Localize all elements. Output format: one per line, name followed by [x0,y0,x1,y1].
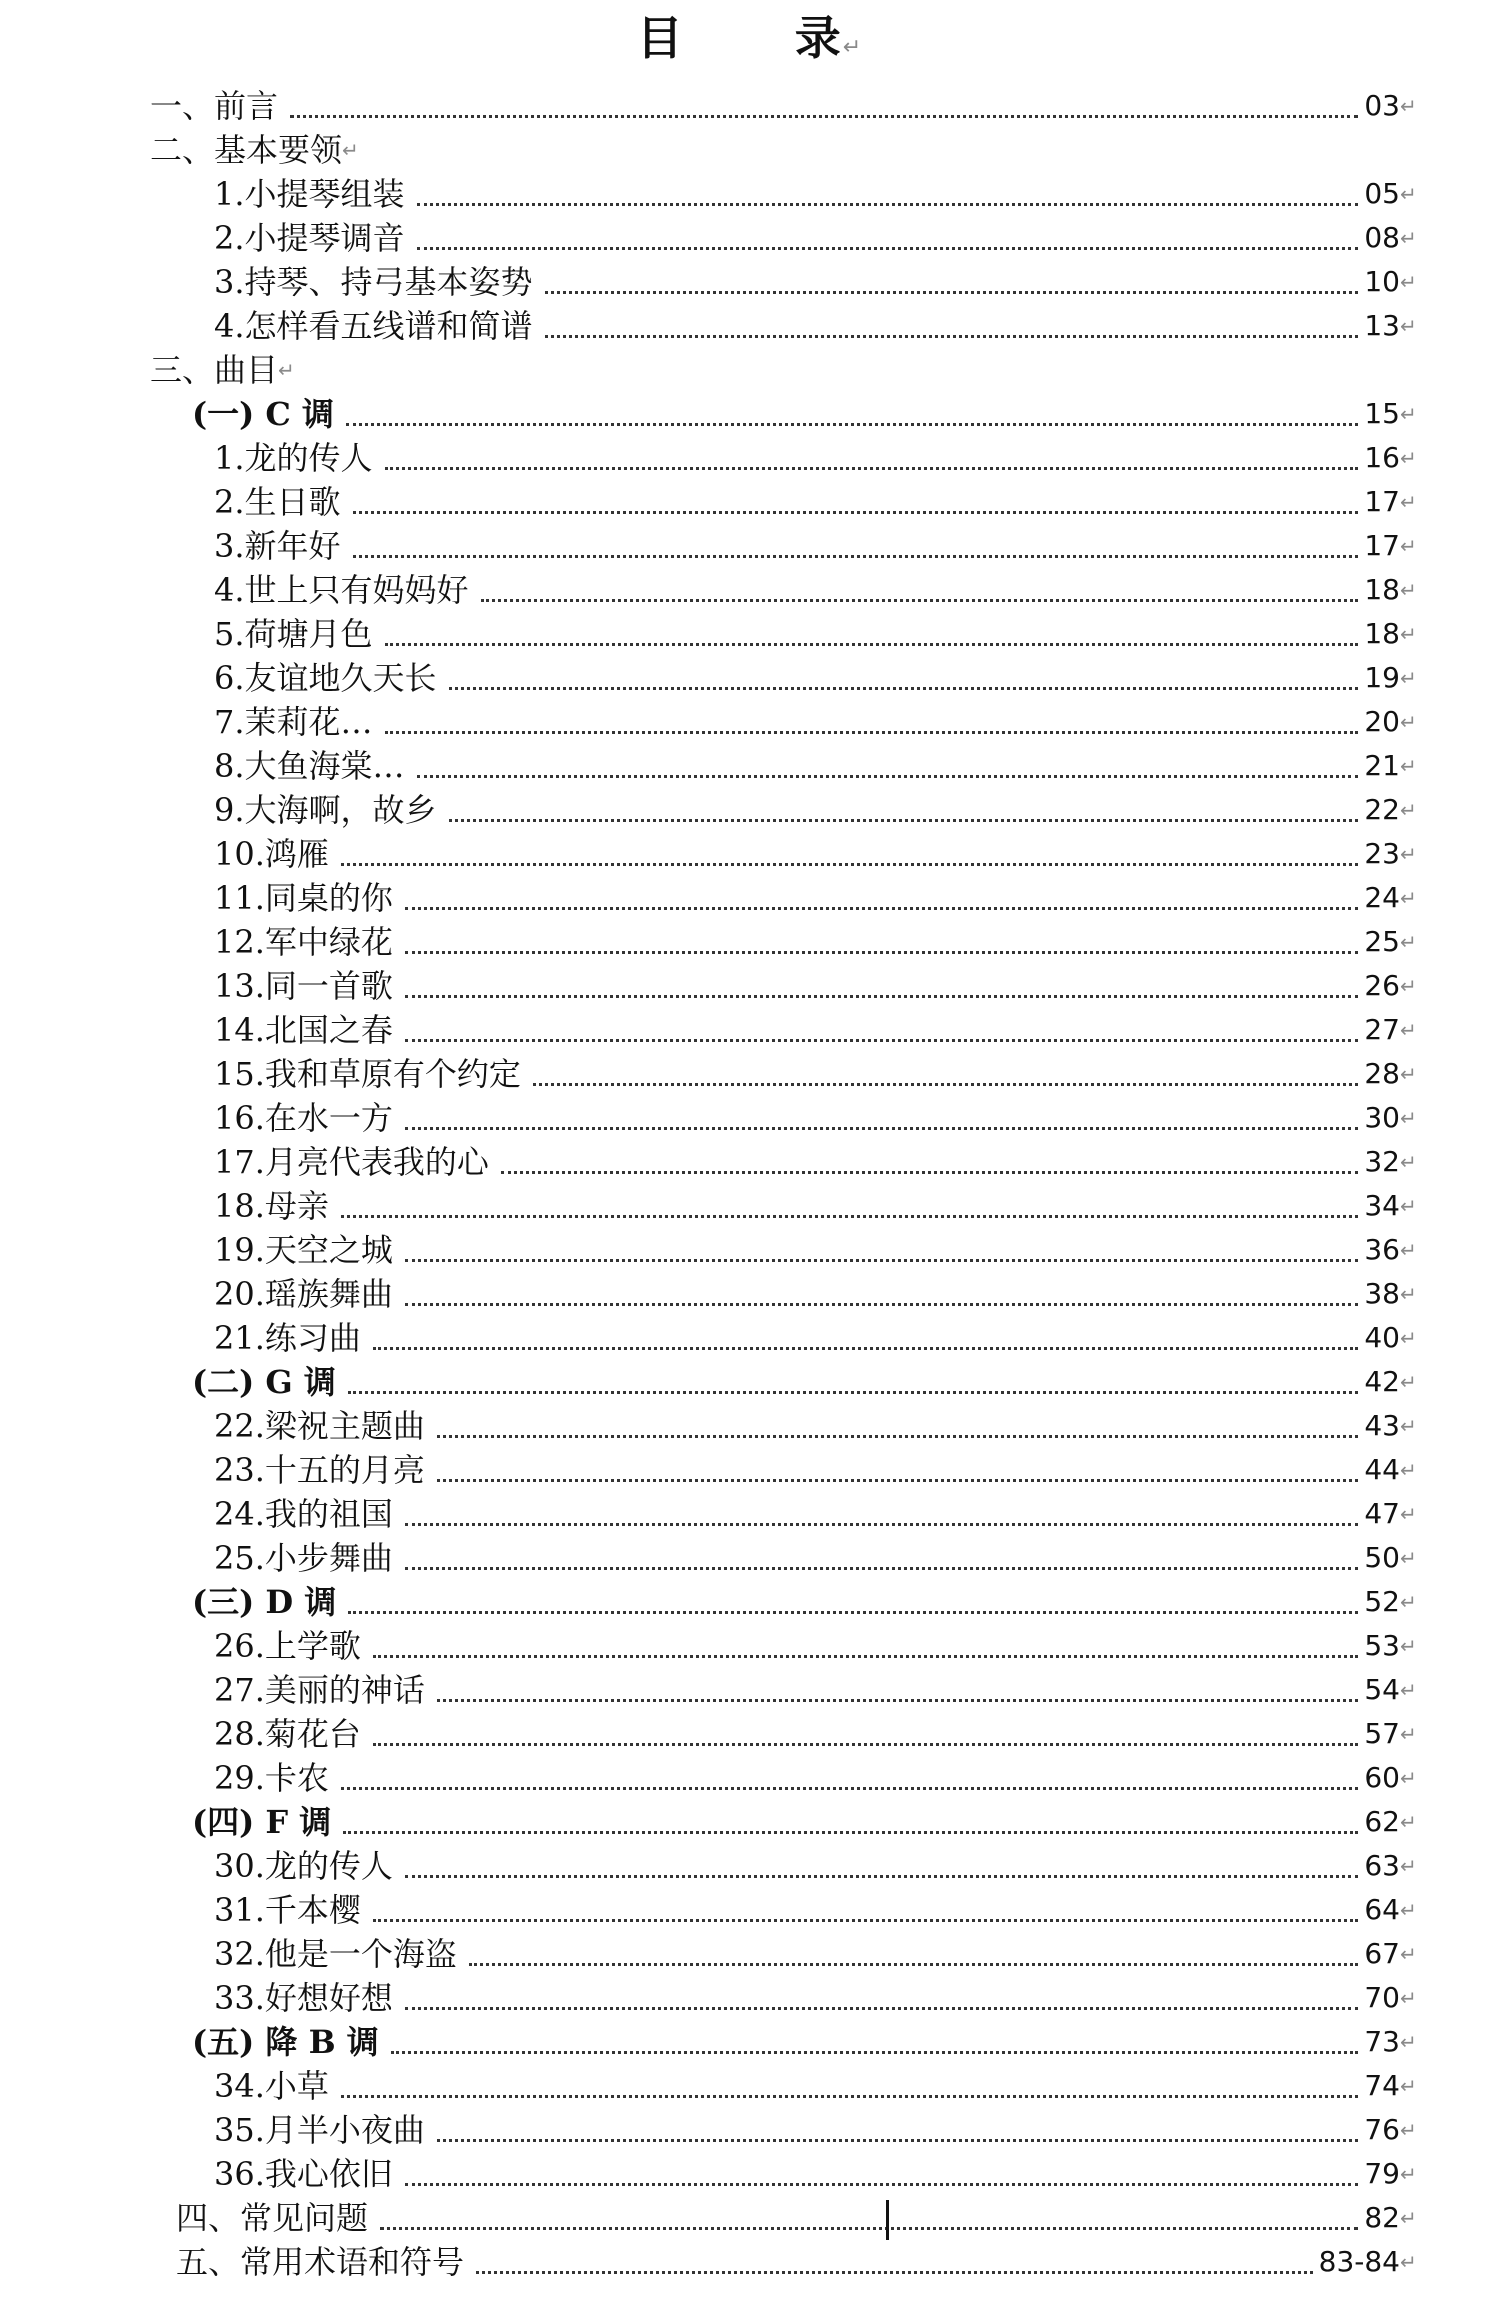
dot-leader [353,511,1359,514]
toc-entry-page: 18 [1364,617,1400,650]
toc-entry[interactable] [214,1272,1420,1316]
toc-entry-page: 30 [1364,1101,1400,1134]
toc-entry-label: 19.天空之城 [214,1231,393,1269]
toc-entry[interactable] [214,920,1420,964]
toc-entry-page: 22 [1364,793,1400,826]
toc-entry[interactable] [214,656,1420,700]
toc-entry-page: 40 [1364,1321,1400,1354]
return-mark: ↵ [1400,1634,1417,1658]
dot-leader [469,1963,1358,1966]
toc-entry-page: 74 [1364,2069,1400,2102]
return-mark: ↵ [1400,798,1417,822]
dot-leader [449,819,1359,822]
toc-entry[interactable] [214,964,1420,1008]
toc-entry-label: (一) C 调 [192,395,335,433]
toc-entry-label: 5.荷塘月色 [214,615,373,653]
toc-entry-page: 27 [1364,1013,1400,1046]
dot-leader [380,2227,1358,2230]
toc-entry-label: 2.小提琴调音 [214,219,405,257]
toc-entry[interactable] [214,172,1420,216]
toc-entry-glossary[interactable] [176,2240,1420,2284]
dot-leader [437,1479,1358,1482]
dot-leader [405,907,1358,910]
dot-leader [437,2139,1358,2142]
toc-entry-page: 73 [1364,2025,1400,2058]
toc-entry-label: 34.小草 [214,2067,329,2105]
return-mark: ↵ [1400,446,1417,470]
toc-entry-page: 32 [1364,1145,1400,1178]
dot-leader [385,643,1359,646]
return-mark: ↵ [1400,1062,1417,1086]
toc-entry-label: 18.母亲 [214,1187,329,1225]
toc-entry[interactable] [214,1844,1420,1888]
toc-entry-label: 6.友谊地久天长 [214,659,437,697]
dot-leader [385,467,1359,470]
return-mark: ↵ [1400,1414,1417,1438]
toc-entry-label: 二、基本要领 [150,131,343,169]
toc-entry-page: 03 [1364,89,1400,122]
return-mark: ↵ [1400,2118,1417,2142]
dot-leader [341,2095,1358,2098]
toc-entry-label: 25.小步舞曲 [214,1539,393,1577]
toc-entry[interactable] [214,1096,1420,1140]
toc-entry[interactable] [214,1976,1420,2020]
toc-entry-label: 12.军中绿花 [214,923,393,961]
toc-entry-label: 29.卡农 [214,1759,329,1797]
return-mark: ↵ [342,138,359,162]
dot-leader [405,1039,1358,1042]
return-mark: ↵ [1400,1898,1417,1922]
toc-title-left: 目 [636,11,685,65]
toc-entry[interactable] [214,788,1420,832]
toc-key-b-flat[interactable] [192,2020,1420,2064]
toc-entry[interactable] [214,1492,1420,1536]
toc-entry[interactable] [214,260,1420,304]
return-mark: ↵ [1400,710,1417,734]
toc-entry-page: 19 [1364,661,1400,694]
dot-leader [373,1919,1358,1922]
toc-entry[interactable] [214,524,1420,568]
toc-entry[interactable] [214,216,1420,260]
return-mark: ↵ [1400,182,1417,206]
toc-entry-label: (五) 降 B 调 [192,2023,379,2061]
toc-entry[interactable] [214,1536,1420,1580]
toc-entry-label: 15.我和草原有个约定 [214,1055,521,1093]
toc-entry-page: 43 [1364,1409,1400,1442]
dot-leader [501,1171,1358,1174]
toc-entry[interactable] [214,1316,1420,1360]
dot-leader [476,2271,1313,2274]
return-mark: ↵ [1400,2074,1417,2098]
toc-entry-label: 35.月半小夜曲 [214,2111,425,2149]
toc-entry-page: 57 [1364,1717,1400,1750]
toc-entry-page: 52 [1364,1585,1400,1618]
toc-entry-label: 24.我的祖国 [214,1495,393,1533]
toc-entry[interactable] [214,1140,1420,1184]
toc-entry-page: 36 [1364,1233,1400,1266]
return-mark: ↵ [1400,1326,1417,1350]
toc-section-basics[interactable] [150,128,1420,172]
toc-entry-label: 8.大鱼海棠… [214,747,405,785]
return-mark: ↵ [1400,226,1417,250]
dot-leader [373,1655,1358,1658]
dot-leader [533,1083,1358,1086]
dot-leader [346,423,1358,426]
toc-entry[interactable] [214,1888,1420,1932]
toc-entry-page: 82 [1364,2201,1400,2234]
return-mark: ↵ [1400,2206,1417,2230]
toc-entry-page: 47 [1364,1497,1400,1530]
toc-entry-page: 67 [1364,1937,1400,1970]
toc-entry-page: 15 [1364,397,1400,430]
toc-entry-label: 17.月亮代表我的心 [214,1143,489,1181]
return-mark: ↵ [1400,1018,1417,1042]
toc-entry-label: 14.北国之春 [214,1011,393,1049]
return-mark: ↵ [1400,1546,1417,1570]
return-mark: ↵ [1400,1458,1417,1482]
return-mark: ↵ [1400,1150,1417,1174]
toc-entry-label: 31.千本樱 [214,1891,361,1929]
return-mark: ↵ [1400,1942,1417,1966]
toc-entry-label: 33.好想好想 [214,1979,393,2017]
dot-leader [391,2051,1359,2054]
toc-entry[interactable] [214,1756,1420,1800]
toc-entry[interactable] [214,1052,1420,1096]
toc-entry-label: 一、前言 [150,87,279,125]
toc-entry-label: 四、常见问题 [176,2199,369,2237]
return-mark: ↵ [1400,94,1417,118]
toc-entry-label: 9.大海啊，故乡 [214,791,437,829]
toc-entry-page: 08 [1364,221,1400,254]
toc-entry-label: 2.生日歌 [214,483,341,521]
dot-leader [405,1567,1358,1570]
return-mark: ↵ [1400,754,1417,778]
toc-entry-page: 63 [1364,1849,1400,1882]
toc-entry-label: 1.小提琴组装 [214,175,405,213]
dot-leader [348,1611,1358,1614]
toc-entry-page: 24 [1364,881,1400,914]
toc-title-right: 录 [794,11,843,65]
dot-leader [373,1743,1358,1746]
toc-entry-label: (二) G 调 [192,1363,336,1401]
toc-entry-page: 70 [1364,1981,1400,2014]
return-mark: ↵ [1400,2162,1417,2186]
toc-key-c[interactable] [192,392,1420,436]
toc-entry-label: 1.龙的传人 [214,439,373,477]
toc-entry-page: 05 [1364,177,1400,210]
toc-entry[interactable] [214,744,1420,788]
toc-entry-label: 27.美丽的神话 [214,1671,425,1709]
toc-entry-page: 18 [1364,573,1400,606]
return-mark: ↵ [1400,1590,1417,1614]
toc-entry-label: 11.同桌的你 [214,879,393,917]
dot-leader [290,115,1358,118]
dot-leader [341,1215,1358,1218]
toc-entry[interactable] [214,612,1420,656]
toc-entry-label: 32.他是一个海盗 [214,1935,457,1973]
dot-leader [405,995,1358,998]
toc-entry-label: 22.梁祝主题曲 [214,1407,425,1445]
toc-entry[interactable] [214,1668,1420,1712]
toc-entry-page: 50 [1364,1541,1400,1574]
return-mark: ↵ [1400,1502,1417,1526]
toc-entry-label: 4.世上只有妈妈好 [214,571,469,609]
toc-entry-page: 16 [1364,441,1400,474]
dot-leader [405,1523,1358,1526]
toc-entry-page: 26 [1364,969,1400,1002]
toc-entry-page: 17 [1364,485,1400,518]
toc-entry[interactable] [214,1624,1420,1668]
toc-entry-page: 54 [1364,1673,1400,1706]
toc-entry[interactable] [214,1184,1420,1228]
toc-entry[interactable] [214,480,1420,524]
dot-leader [348,1391,1358,1394]
return-mark: ↵ [1400,1722,1417,1746]
dot-leader [405,1127,1358,1130]
toc-entry-page: 21 [1364,749,1400,782]
toc-entry[interactable] [214,436,1420,480]
return-mark: ↵ [1400,270,1417,294]
toc-entry-label: 26.上学歌 [214,1627,361,1665]
return-mark: ↵ [1400,1854,1417,1878]
return-mark: ↵ [1400,1194,1417,1218]
toc-entry[interactable] [214,1008,1420,1052]
toc-entry-label: 7.茉莉花… [214,703,373,741]
return-mark: ↵ [1400,1238,1417,1262]
dot-leader [405,1875,1358,1878]
return-mark: ↵ [1400,578,1417,602]
toc-entry-preface[interactable] [150,84,1420,128]
dot-leader [341,1787,1358,1790]
toc-entry-label: 3.持琴、持弓基本姿势 [214,263,533,301]
dot-leader [405,951,1358,954]
return-mark: ↵ [1400,534,1417,558]
toc-entry-label: 4.怎样看五线谱和简谱 [214,307,533,345]
toc-entry[interactable] [214,1404,1420,1448]
toc-entry-label: 10.鸿雁 [214,835,329,873]
dot-leader [373,1347,1358,1350]
toc-entry-label: 16.在水一方 [214,1099,393,1137]
toc-entry[interactable] [214,304,1420,348]
toc-entry-label: 13.同一首歌 [214,967,393,1005]
toc-entry[interactable] [214,1712,1420,1756]
toc-entry-page: 13 [1364,309,1400,342]
toc-entry-page: 20 [1364,705,1400,738]
toc-entry[interactable] [214,2152,1420,2196]
dot-leader [417,247,1359,250]
return-mark: ↵ [1400,314,1417,338]
toc-entry-page: 62 [1364,1805,1400,1838]
return-mark: ↵ [1400,1678,1417,1702]
return-mark: ↵ [1400,1986,1417,2010]
return-mark: ↵ [1400,842,1417,866]
toc-entry-page: 28 [1364,1057,1400,1090]
toc-entry-page: 76 [1364,2113,1400,2146]
dot-leader [341,863,1358,866]
toc-entry[interactable] [214,700,1420,744]
dot-leader [417,203,1359,206]
toc-entry-page: 38 [1364,1277,1400,1310]
dot-leader [437,1699,1358,1702]
toc-entry-label: 三、曲目 [150,351,279,389]
toc-entry-page: 53 [1364,1629,1400,1662]
toc-entry-label: 36.我心依旧 [214,2155,393,2193]
return-mark: ↵ [1400,1282,1417,1306]
return-mark: ↵ [842,35,864,60]
return-mark: ↵ [1400,666,1417,690]
toc-entry-page: 34 [1364,1189,1400,1222]
toc-entry[interactable] [214,1448,1420,1492]
toc-entry[interactable] [214,1932,1420,1976]
toc-entry-page: 23 [1364,837,1400,870]
dot-leader [481,599,1359,602]
dot-leader [353,555,1359,558]
toc-entry-page: 83-84 [1318,2245,1400,2278]
toc-entry-label: 20.瑶族舞曲 [214,1275,393,1313]
dot-leader [545,291,1359,294]
dot-leader [405,2007,1358,2010]
return-mark: ↵ [1400,1106,1417,1130]
return-mark: ↵ [1400,886,1417,910]
toc-key-d[interactable] [192,1580,1420,1624]
return-mark: ↵ [1400,2030,1417,2054]
toc-entry-label: 五、常用术语和符号 [176,2243,465,2281]
dot-leader [405,1303,1358,1306]
dot-leader [405,2183,1358,2186]
dot-leader [437,1435,1358,1438]
toc-entry-label: (三) D 调 [192,1583,337,1621]
toc-entry-page: 44 [1364,1453,1400,1486]
toc-entry[interactable] [214,832,1420,876]
dot-leader [449,687,1359,690]
dot-leader [343,1831,1358,1834]
toc-entry-label: 28.菊花台 [214,1715,361,1753]
toc-entry-page: 79 [1364,2157,1400,2190]
toc-entry[interactable] [214,876,1420,920]
toc-section-pieces[interactable] [150,348,1420,392]
return-mark: ↵ [1400,1370,1417,1394]
return-mark: ↵ [1400,1766,1417,1790]
toc-key-f[interactable] [192,1800,1420,1844]
toc-entry-page: 42 [1364,1365,1400,1398]
toc-entry[interactable] [214,2108,1420,2152]
toc-entry-label: 23.十五的月亮 [214,1451,425,1489]
toc-entry-faq[interactable] [176,2196,1420,2240]
toc-entry-page: 60 [1364,1761,1400,1794]
return-mark: ↵ [1400,2250,1417,2274]
toc-entry-label: 30.龙的传人 [214,1847,393,1885]
return-mark: ↵ [278,358,295,382]
dot-leader [417,775,1359,778]
toc-entry-page: 17 [1364,529,1400,562]
toc-entry-label: (四) F 调 [192,1803,332,1841]
dot-leader [545,335,1359,338]
text-cursor [886,2200,889,2240]
return-mark: ↵ [1400,402,1417,426]
toc-entry[interactable] [214,1228,1420,1272]
toc-entry[interactable] [214,568,1420,612]
toc-entry-page: 64 [1364,1893,1400,1926]
return-mark: ↵ [1400,622,1417,646]
dot-leader [405,1259,1358,1262]
return-mark: ↵ [1400,930,1417,954]
toc-entry-page: 10 [1364,265,1400,298]
toc-entry-label: 21.练习曲 [214,1319,361,1357]
return-mark: ↵ [1400,974,1417,998]
toc-entry-label: 3.新年好 [214,527,341,565]
toc-entry[interactable] [214,2064,1420,2108]
return-mark: ↵ [1400,490,1417,514]
toc-key-g[interactable] [192,1360,1420,1404]
toc-entry-page: 25 [1364,925,1400,958]
return-mark: ↵ [1400,1810,1417,1834]
dot-leader [385,731,1359,734]
